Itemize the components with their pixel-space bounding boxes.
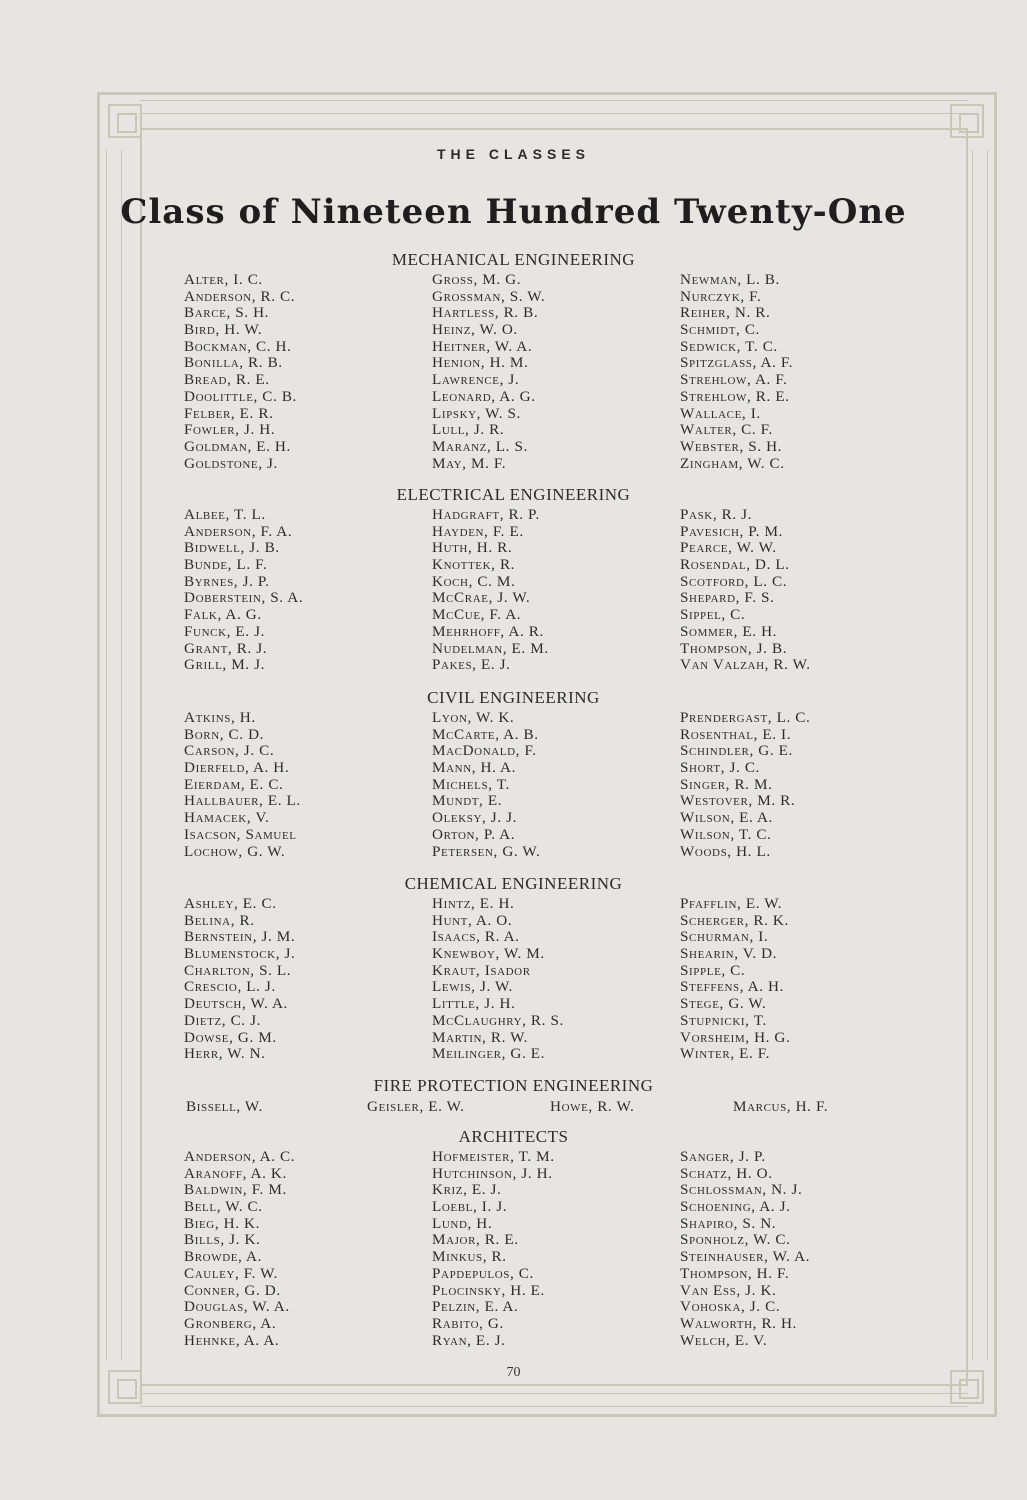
student-name: Lochow, G. W. xyxy=(184,842,286,860)
student-name: Wallace, I. xyxy=(680,404,761,422)
student-name: Prendergast, L. C. xyxy=(680,709,811,726)
student-name: Bunde, L. F. xyxy=(184,556,268,574)
student-name: Scotford, L. C. xyxy=(680,572,788,590)
student-name: Bieg, H. K. xyxy=(184,1214,260,1232)
student-name: Shepard, F. S. xyxy=(680,589,775,607)
student-name: Ashley, E. C. xyxy=(184,895,277,912)
fire-name: Bissell, W. xyxy=(186,1098,263,1115)
name-column xyxy=(432,507,549,674)
student-name: Lewis, J. W. xyxy=(432,978,513,996)
student-name: Scherger, R. K. xyxy=(680,911,789,929)
student-name: Hadgraft, R. P. xyxy=(432,506,540,523)
name-column xyxy=(680,896,790,1063)
student-name: Falk, A. G. xyxy=(184,606,262,624)
bottom-border-band xyxy=(140,1393,968,1407)
name-column xyxy=(184,507,303,674)
student-name: Fowler, J. H. xyxy=(184,421,276,439)
student-name: Hutchinson, J. H. xyxy=(432,1164,553,1182)
student-name: Michels, T. xyxy=(432,775,510,793)
student-name: Steffens, A. H. xyxy=(680,978,784,996)
name-column xyxy=(184,710,301,860)
student-name: Van Ess, J. K. xyxy=(680,1281,777,1299)
section-title: CHEMICAL ENGINEERING xyxy=(404,874,623,893)
student-name: Nurczyk, F. xyxy=(680,287,762,305)
student-name: Bird, H. W. xyxy=(184,321,263,339)
student-name: Sippel, C. xyxy=(680,606,746,624)
student-name: Lyon, W. K. xyxy=(432,709,515,726)
student-name: Crescio, L. J. xyxy=(184,978,276,996)
name-column xyxy=(432,896,564,1063)
student-name: Heitner, W. A. xyxy=(432,337,533,355)
student-name: Koch, C. M. xyxy=(432,572,516,590)
student-name: Knottek, R. xyxy=(432,556,516,574)
student-name: Rosenthal, E. I. xyxy=(680,725,792,743)
left-border-band xyxy=(106,150,122,1360)
name-column xyxy=(184,272,297,472)
student-name: Thompson, H. F. xyxy=(680,1264,790,1282)
student-name: Pfafflin, E. W. xyxy=(680,895,783,912)
student-name: Short, J. C. xyxy=(680,759,760,777)
student-name: Loebl, I. J. xyxy=(432,1198,508,1216)
student-name: Browde, A. xyxy=(184,1248,262,1266)
student-name: Winter, E. F. xyxy=(680,1045,771,1063)
student-name: Minkus, R. xyxy=(432,1248,507,1266)
student-name: Schlossman, N. J. xyxy=(680,1181,803,1199)
student-name: Blumenstock, J. xyxy=(184,945,296,963)
student-name: Orton, P. A. xyxy=(432,825,516,843)
student-name: Steinhauser, W. A. xyxy=(680,1248,811,1266)
student-name: Hayden, F. E. xyxy=(432,522,524,540)
student-name: Newman, L. B. xyxy=(680,271,780,288)
student-name: Bread, R. E. xyxy=(184,371,270,389)
student-name: Westover, M. R. xyxy=(680,792,796,810)
student-name: Hofmeister, T. M. xyxy=(432,1148,555,1165)
name-column xyxy=(680,1149,810,1349)
name-column xyxy=(432,272,545,472)
section-title: CIVIL ENGINEERING xyxy=(427,688,600,707)
student-name: Kriz, E. J. xyxy=(432,1181,502,1199)
student-name: Grill, M. J. xyxy=(184,656,266,674)
student-name: Martin, R. W. xyxy=(432,1028,529,1046)
student-name: McCarte, A. B. xyxy=(432,725,539,743)
student-name: Nudelman, E. M. xyxy=(432,639,549,657)
running-head: THE CLASSES xyxy=(436,146,590,162)
student-name: Walworth, R. H. xyxy=(680,1314,797,1332)
student-name: Bell, W. C. xyxy=(184,1198,263,1216)
student-name: Aranoff, A. K. xyxy=(184,1164,287,1182)
student-name: Meilinger, G. E. xyxy=(432,1045,546,1063)
student-name: Bills, J. K. xyxy=(184,1231,261,1249)
student-name: Anderson, A. C. xyxy=(184,1148,296,1165)
student-name: Goldman, E. H. xyxy=(184,437,291,455)
student-name: Vorsheim, H. G. xyxy=(680,1028,791,1046)
student-name: Spitzglass, A. F. xyxy=(680,354,794,372)
section-title: MECHANICAL ENGINEERING xyxy=(391,250,636,269)
student-name: Schatz, H. O. xyxy=(680,1164,773,1182)
student-name: Henion, H. M. xyxy=(432,354,529,372)
student-name: May, M. F. xyxy=(432,454,507,472)
student-name: Shearin, V. D. xyxy=(680,945,778,963)
student-name: Pask, R. J. xyxy=(680,506,753,523)
student-name: Charlton, S. L. xyxy=(184,961,292,979)
student-name: Wilson, E. A. xyxy=(680,809,773,827)
student-name: Heinz, W. O. xyxy=(432,321,518,339)
student-name: Born, C. D. xyxy=(184,725,265,743)
student-name: Pearce, W. W. xyxy=(680,539,777,557)
student-name: Grossman, S. W. xyxy=(432,287,546,305)
right-border-band xyxy=(972,150,988,1360)
student-name: Alter, I. C. xyxy=(184,271,263,288)
name-column xyxy=(184,1149,295,1349)
student-name: Leonard, A. G. xyxy=(432,387,536,405)
name-column xyxy=(680,710,810,860)
student-name: Hallbauer, E. L. xyxy=(184,792,301,810)
student-name: MacDonald, F. xyxy=(432,742,537,760)
student-name: Schoening, A. J. xyxy=(680,1198,791,1216)
student-name: Rabito, G. xyxy=(432,1314,504,1332)
student-name: Papdepulos, C. xyxy=(432,1264,534,1282)
student-name: Walter, C. F. xyxy=(680,421,773,439)
fire-name: Geisler, E. W. xyxy=(367,1098,465,1115)
student-name: Major, R. E. xyxy=(432,1231,519,1249)
student-name: Doolittle, C. B. xyxy=(184,387,297,405)
student-name: Lull, J. R. xyxy=(432,421,505,439)
student-name: Ryan, E. J. xyxy=(432,1331,506,1349)
student-name: Eierdam, E. C. xyxy=(184,775,284,793)
student-name: Sponholz, W. C. xyxy=(680,1231,791,1249)
section-title: ELECTRICAL ENGINEERING xyxy=(396,485,631,504)
student-name: Wilson, T. C. xyxy=(680,825,772,843)
student-name: Pakes, E. J. xyxy=(432,656,511,674)
student-name: Kraut, Isador xyxy=(432,961,531,979)
student-name: Strehlow, R. E. xyxy=(680,387,790,405)
student-name: Huth, H. R. xyxy=(432,539,513,557)
page-title: Class of Nineteen Hundred Twenty-One xyxy=(120,192,907,232)
student-name: Vohoska, J. C. xyxy=(680,1298,781,1316)
student-name: Isaacs, R. A. xyxy=(432,928,520,946)
student-name: Bidwell, J. B. xyxy=(184,539,280,557)
student-name: Mann, H. A. xyxy=(432,759,517,777)
student-name: Van Valzah, R. W. xyxy=(680,656,811,674)
student-name: Isacson, Samuel xyxy=(184,825,297,843)
student-name: Schurman, I. xyxy=(680,928,769,946)
student-name: Little, J. H. xyxy=(432,995,516,1013)
student-name: Pavesich, P. M. xyxy=(680,522,783,540)
student-name: Petersen, G. W. xyxy=(432,842,541,860)
student-name: Gross, M. G. xyxy=(432,271,522,288)
student-name: Stege, G. W. xyxy=(680,995,767,1013)
student-name: Douglas, W. A. xyxy=(184,1298,290,1316)
student-name: Dowse, G. M. xyxy=(184,1028,277,1046)
student-name: Carson, J. C. xyxy=(184,742,275,760)
student-name: Belina, R. xyxy=(184,911,255,929)
student-name: Bockman, C. H. xyxy=(184,337,292,355)
student-name: Byrnes, J. P. xyxy=(184,572,270,590)
student-name: Hamacek, V. xyxy=(184,809,270,827)
student-name: Singer, R. M. xyxy=(680,775,773,793)
student-name: Zingham, W. C. xyxy=(680,454,785,472)
student-name: Sedwick, T. C. xyxy=(680,337,778,355)
student-name: Bonilla, R. B. xyxy=(184,354,283,372)
section-title: ARCHITECTS xyxy=(458,1127,569,1146)
student-name: Barce, S. H. xyxy=(184,304,270,322)
student-name: Anderson, F. A. xyxy=(184,522,293,540)
student-name: Hintz, E. H. xyxy=(432,895,515,912)
student-name: Reiher, N. R. xyxy=(680,304,771,322)
student-name: Woods, H. L. xyxy=(680,842,771,860)
student-name: Rosendal, D. L. xyxy=(680,556,790,574)
student-name: Dierfeld, A. H. xyxy=(184,759,290,777)
student-name: Schindler, G. E. xyxy=(680,742,793,760)
student-name: Cauley, F. W. xyxy=(184,1264,279,1282)
student-name: Lipsky, W. S. xyxy=(432,404,521,422)
student-name: Stupnicki, T. xyxy=(680,1011,767,1029)
student-name: Welch, E. V. xyxy=(680,1331,768,1349)
student-name: Oleksy, J. J. xyxy=(432,809,518,827)
student-name: Albee, T. L. xyxy=(184,506,266,523)
student-name: Knewboy, W. M. xyxy=(432,945,545,963)
student-name: Atkins, H. xyxy=(184,709,256,726)
student-name: Dietz, C. J. xyxy=(184,1011,262,1029)
student-name: Goldstone, J. xyxy=(184,454,278,472)
student-name: Lawrence, J. xyxy=(432,371,520,389)
corner-ornament-top-left xyxy=(108,104,142,138)
student-name: McClaughry, R. S. xyxy=(432,1011,564,1029)
student-name: Strehlow, A. F. xyxy=(680,371,788,389)
student-name: Conner, G. D. xyxy=(184,1281,281,1299)
student-name: Hunt, A. O. xyxy=(432,911,513,929)
student-name: McCrae, J. W. xyxy=(432,589,531,607)
student-name: Gronberg, A. xyxy=(184,1314,277,1332)
student-name: Shapiro, S. N. xyxy=(680,1214,777,1232)
student-name: Webster, S. H. xyxy=(680,437,783,455)
student-name: Baldwin, F. M. xyxy=(184,1181,287,1199)
student-name: Schmidt, C. xyxy=(680,321,760,339)
name-column xyxy=(432,1149,555,1349)
student-name: Deutsch, W. A. xyxy=(184,995,288,1013)
student-name: Hehnke, A. A. xyxy=(184,1331,280,1349)
corner-ornament-top-right xyxy=(950,104,984,138)
student-name: Funck, E. J. xyxy=(184,622,265,640)
student-name: Hartless, R. B. xyxy=(432,304,539,322)
name-column xyxy=(680,507,811,674)
fire-name: Howe, R. W. xyxy=(550,1098,635,1115)
fire-name: Marcus, H. F. xyxy=(733,1098,829,1115)
student-name: Felber, E. R. xyxy=(184,404,274,422)
name-column xyxy=(184,896,295,1063)
student-name: Thompson, J. B. xyxy=(680,639,788,657)
section-title: FIRE PROTECTION ENGINEERING xyxy=(373,1076,654,1095)
student-name: Mundt, E. xyxy=(432,792,503,810)
student-name: Sipple, C. xyxy=(680,961,746,979)
student-name: Pelzin, E. A. xyxy=(432,1298,519,1316)
student-name: Grant, R. J. xyxy=(184,639,268,657)
top-border-band xyxy=(140,100,968,114)
student-name: Maranz, L. S. xyxy=(432,437,528,455)
student-name: Herr, W. N. xyxy=(184,1045,266,1063)
student-name: Lund, H. xyxy=(432,1214,493,1232)
student-name: Plocinsky, H. E. xyxy=(432,1281,545,1299)
student-name: Doberstein, S. A. xyxy=(184,589,304,607)
student-name: Bernstein, J. M. xyxy=(184,928,296,946)
page-number: 70 xyxy=(506,1365,521,1380)
student-name: Sanger, J. P. xyxy=(680,1148,766,1165)
student-name: McCue, F. A. xyxy=(432,606,522,624)
student-name: Mehrhoff, A. R. xyxy=(432,622,544,640)
student-name: Sommer, E. H. xyxy=(680,622,778,640)
name-column xyxy=(432,710,540,860)
name-column xyxy=(680,272,793,472)
student-name: Anderson, R. C. xyxy=(184,287,296,305)
